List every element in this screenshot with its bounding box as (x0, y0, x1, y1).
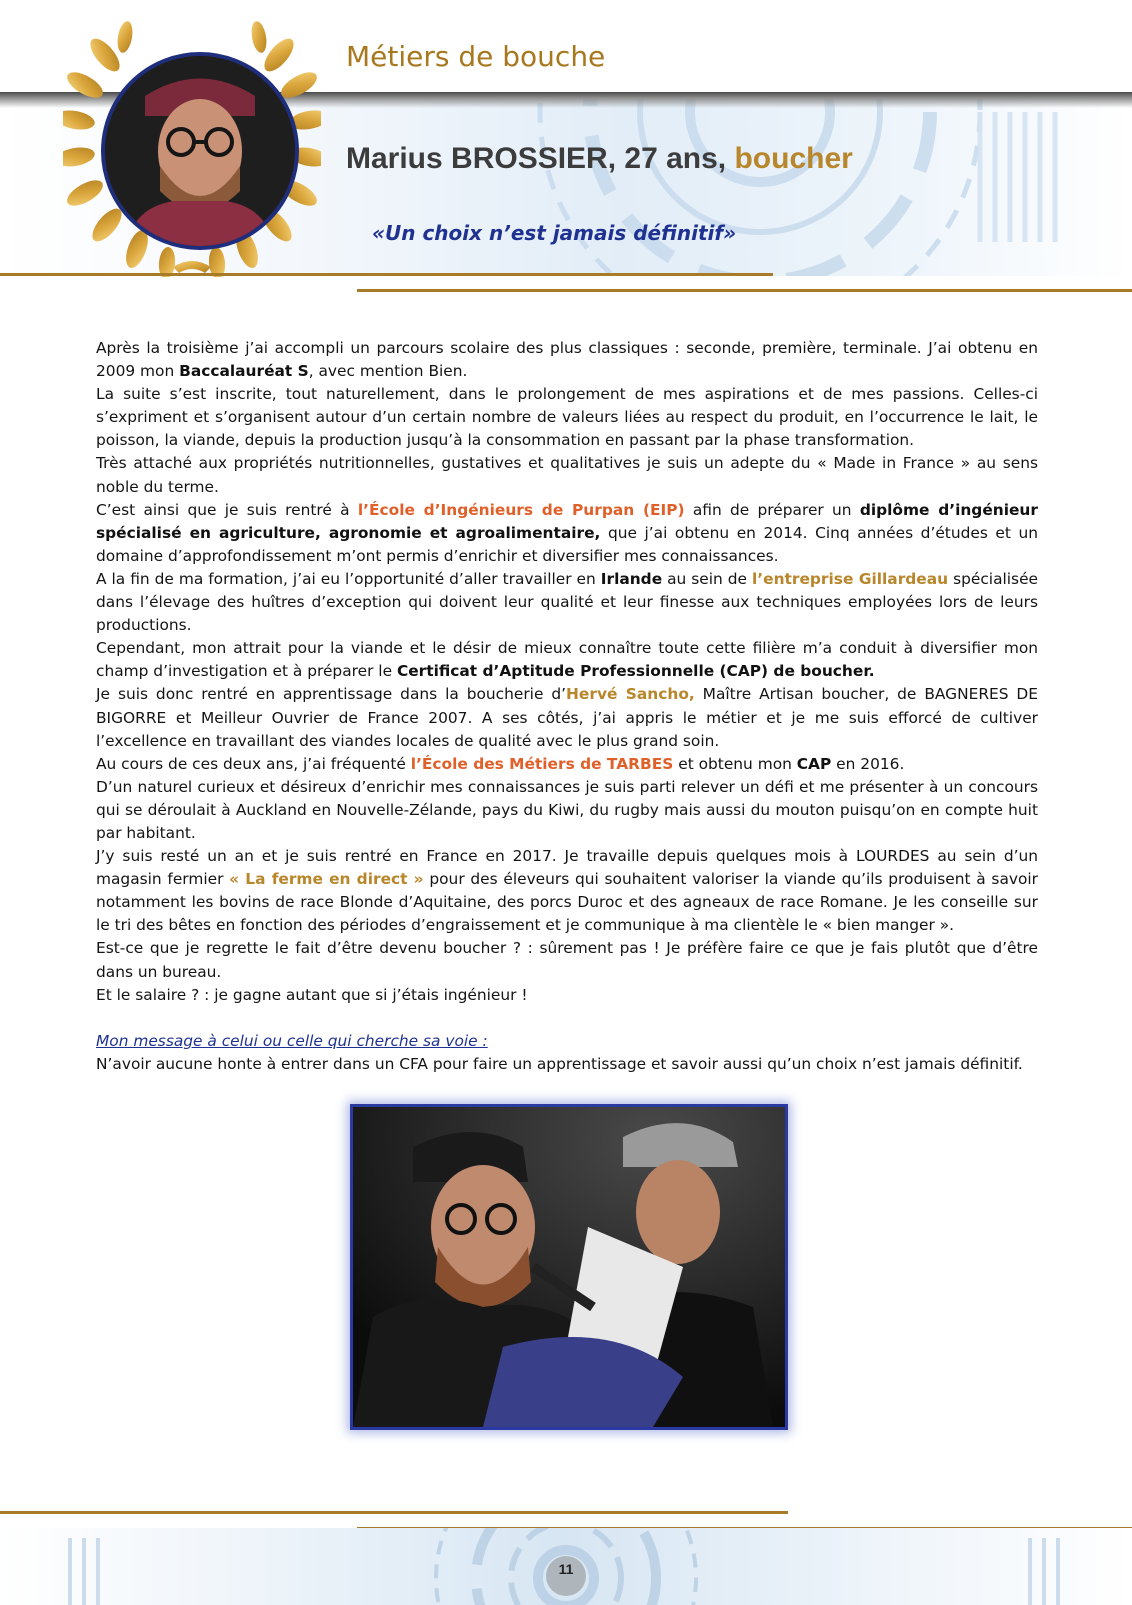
message-heading: Mon message à celui ou celle qui cherche sa voie : (96, 1031, 488, 1050)
paragraph: J’y suis resté un an et je suis rentré en France en 2017. Je travaille depuis quelques mois à LOURDES au sein d’un magasin fermier « La ferme en direct » pour des éleveurs qui souhaitent valoriser la viande qu’ils produisent à savoir notamment les bovins de race Blonde d’Aquitaine, des porcs Duroc et des agneaux de race Romane. Je les conseille sur le tri des bêtes en fonction des périodes d’engraissement et je communique à ma clientèle le « bien manger ». (96, 847, 1039, 935)
paragraph: La suite s’est inscrite, tout naturellement, dans le prolongement de mes aspirations et de mes passions. Celles-ci s’expriment et s’organisent autour d’un certain nombre de valeurs liées au respect du produit, en l’occurrence le lait, le poisson, la viande, depuis la production jusqu’à la consommation en passant par la phase transformation. (96, 385, 1038, 450)
headline-quote: «Un choix n’est jamais définitif» (372, 221, 737, 245)
paragraph: Et le salaire ? : je gagne autant que si j’étais ingénieur ! (96, 985, 528, 1004)
paragraph: Est-ce que je regrette le fait d’être devenu boucher ? : sûrement pas ! Je préfère faire ce que je fais plutôt que d’être dans un bureau. (96, 939, 1038, 981)
paragraph: D’un naturel curieux et désireux d’enrichir mes connaissances je suis parti relever un défi et me présenter à un concours qui se déroulait à Auckland en Nouvelle-Zélande, pays du Kiwi, du rugby mais aussi du mouton puisqu’on en compte huit par habitant. (96, 777, 1038, 842)
paragraph: Très attaché aux propriétés nutritionnelles, gustatives et qualitatives je suis un adepte du « Made in France » au sens noble du terme. (96, 454, 1038, 496)
paragraph: A la fin de ma formation, j’ai eu l’opportunité d’aller travailler en Irlande au sein de l’entreprise Gillardeau spécialisée dans l’élevage des huîtres d’exception qui doivent leur qualité et leur finesse aux techniques employées lors de leurs productions. (96, 569, 1039, 635)
portrait-photo (101, 52, 299, 250)
paragraph: Cependant, mon attrait pour la viande et le désir de mieux connaître toute cette filière m’a conduit à diversifier mon champ d’investigation et à préparer le Certificat d’Aptitude Professionnelle (CAP) de boucher. (96, 639, 1038, 681)
header-divider-bottom (357, 289, 1132, 292)
paragraph: Je suis donc rentré en apprentissage dans la boucherie d’Hervé Sancho, Maître Artisan boucher, de BAGNERES DE BIGORRE et Meilleur Ouvrier de France 2007. A ses côtés, j’ai appris le métier et je me suis efforcé de cultiver l’excellence en travaillant des viandes locales de qualité avec le plus grand soin. (96, 685, 1039, 750)
paragraph: Au cours de ces deux ans, j’ai fréquenté l’École des Métiers de TARBES et obtenu mon CAP en 2016. (96, 754, 905, 773)
person-heading (346, 142, 853, 176)
paragraph: Après la troisième j’ai accompli un parcours scolaire des plus classiques : seconde, première, terminale. J’ai obtenu en 2009 mon Baccalauréat S, avec mention Bien. (96, 339, 1038, 381)
person-name: Marius BROSSIER, 27 ans, (346, 142, 727, 175)
header-divider-top (0, 273, 773, 276)
page-number: 11 (558, 1561, 574, 1577)
person-job: boucher (734, 142, 853, 175)
message-text: N’avoir aucune honte à entrer dans un CFA pour faire un apprentissage et savoir aussi qu’un choix n’est jamais définitif. (96, 1054, 1023, 1073)
footer-divider-top (0, 1511, 788, 1514)
section-title: Métiers de bouche (346, 40, 606, 73)
article-body (96, 337, 1038, 1076)
paragraph: C’est ainsi que je suis rentré à l’École d’Ingénieurs de Purpan (EIP) afin de préparer un diplôme d’ingénieur spécialisé en agriculture, agronomie et agroalimentaire, que j’ai obtenu en 2014. Cinq années d’études et un domaine d’approfondissement m’ont permis d’enrichir et diversifier mes connaissances. (96, 500, 1038, 565)
event-photo (350, 1104, 788, 1430)
